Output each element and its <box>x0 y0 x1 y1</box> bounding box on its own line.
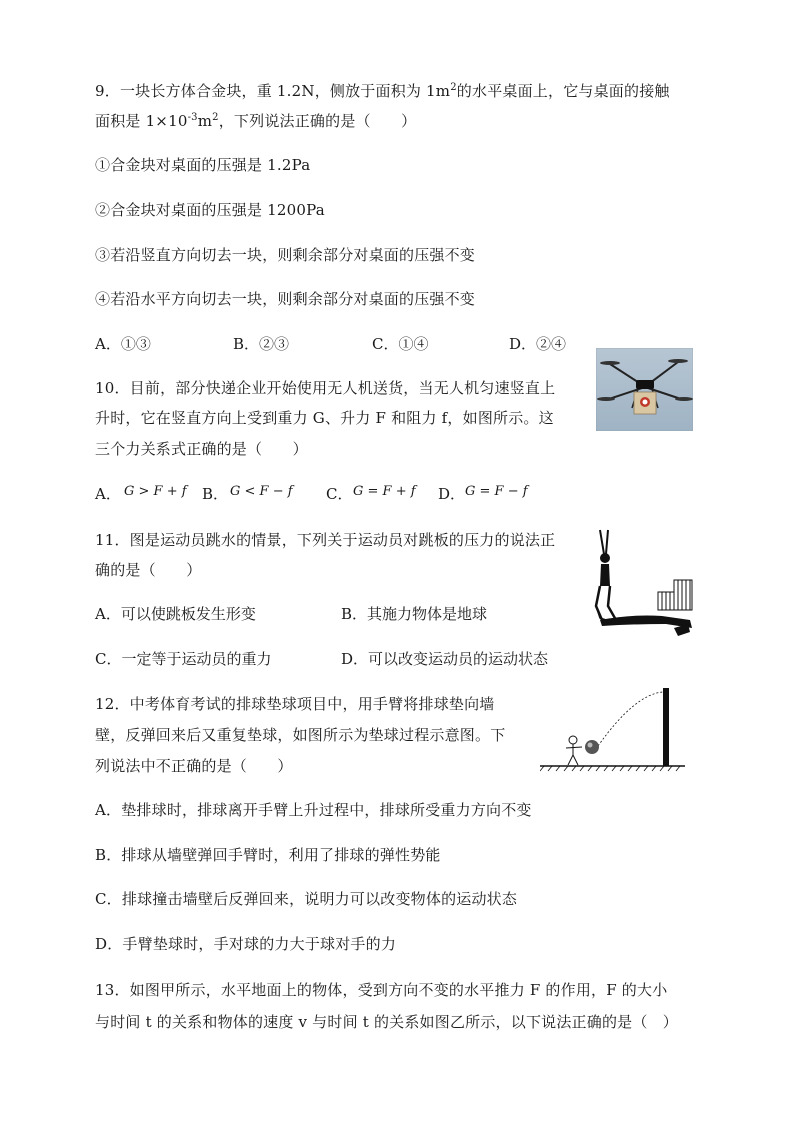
volleyball-diagram <box>540 684 685 780</box>
q11-option-b[interactable]: B．其施力物体是地球 <box>341 605 488 623</box>
q9-statement-2: ②合金块对桌面的压强是 1200Pa <box>95 201 325 219</box>
q12-option-b[interactable]: B．排球从墙壁弹回手臂时，利用了排球的弹性势能 <box>95 846 441 864</box>
q9-statement-3: ③若沿竖直方向切去一块，则剩余部分对桌面的压强不变 <box>95 246 476 264</box>
q9-statement-4: ④若沿水平方向切去一块，则剩余部分对桌面的压强不变 <box>95 290 476 308</box>
q9-stem-line2: 面积是 $1\times 10^{-3}m^2$，下列说法正确的是（ ） <box>95 112 417 130</box>
q10-stem-line3: 三个力关系式正确的是（ ） <box>95 440 308 458</box>
q12-option-a[interactable]: A．垫排球时，排球离开手臂上升过程中，排球所受重力方向不变 <box>95 801 532 819</box>
q12-stem-line1: 12．中考体育考试的排球垫球项目中，用手臂将排球垫向墙 <box>95 695 495 713</box>
q9-option-a[interactable]: A．①③ <box>95 335 151 353</box>
q11-option-d[interactable]: D．可以改变运动员的运动状态 <box>341 650 549 668</box>
diver-illustration <box>592 528 696 644</box>
q9-option-d[interactable]: D．②④ <box>509 335 567 353</box>
q12-stem-line3: 列说法中不正确的是（ ） <box>95 757 293 775</box>
q12-option-c[interactable]: C．排球撞击墙壁后反弹回来，说明力可以改变物体的运动状态 <box>95 890 518 908</box>
q13-stem-line1: 13．如图甲所示，水平地面上的物体，受到方向不变的水平推力 F 的作用，F 的大小 <box>95 981 668 999</box>
q9-option-c[interactable]: C．①④ <box>372 335 429 353</box>
q11-option-a[interactable]: A．可以使跳板发生形变 <box>95 605 256 623</box>
q12-option-d[interactable]: D．手臂垫球时，手对球的力大于球对手的力 <box>95 935 397 953</box>
drone-photo <box>596 348 693 435</box>
q10-option-c-formula: G = F + f <box>353 484 416 499</box>
q10-option-a-formula: G > F + f <box>124 484 187 499</box>
q10-stem-line2: 升时，它在竖直方向上受到重力 G、升力 F 和阻力 f，如图所示。这 <box>95 409 554 427</box>
q13-stem-line2: 与时间 t 的关系和物体的速度 v 与时间 t 的关系如图乙所示，以下说法正确的是（ ） <box>95 1013 678 1031</box>
q9-stem-line1: 9．一块长方体合金块，重 1.2N，侧放于面积为 $1m^2$的水平桌面上，它与桌面的接触 <box>95 82 670 100</box>
q12-stem-line2: 壁，反弹回来后又重复垫球，如图所示为垫球过程示意图。下 <box>95 726 506 744</box>
q10-option-b-formula: G < F − f <box>230 484 293 499</box>
q10-option-a-label[interactable]: A． <box>95 485 121 503</box>
q11-option-c[interactable]: C．一定等于运动员的重力 <box>95 650 272 668</box>
q10-option-d-label[interactable]: D． <box>438 485 466 503</box>
q10-option-b-label[interactable]: B． <box>202 485 229 503</box>
q9-option-b[interactable]: B．②③ <box>233 335 290 353</box>
q10-stem-line1: 10．目前，部分快递企业开始使用无人机送货，当无人机匀速竖直上 <box>95 379 556 397</box>
q11-stem-line1: 11．图是运动员跳水的情景，下列关于运动员对跳板的压力的说法正 <box>95 531 556 549</box>
q10-option-c-label[interactable]: C． <box>326 485 353 503</box>
q11-stem-line2: 确的是（ ） <box>95 561 202 579</box>
q9-statement-1: ①合金块对桌面的压强是 1.2Pa <box>95 156 311 174</box>
q10-option-d-formula: G = F − f <box>465 484 528 499</box>
